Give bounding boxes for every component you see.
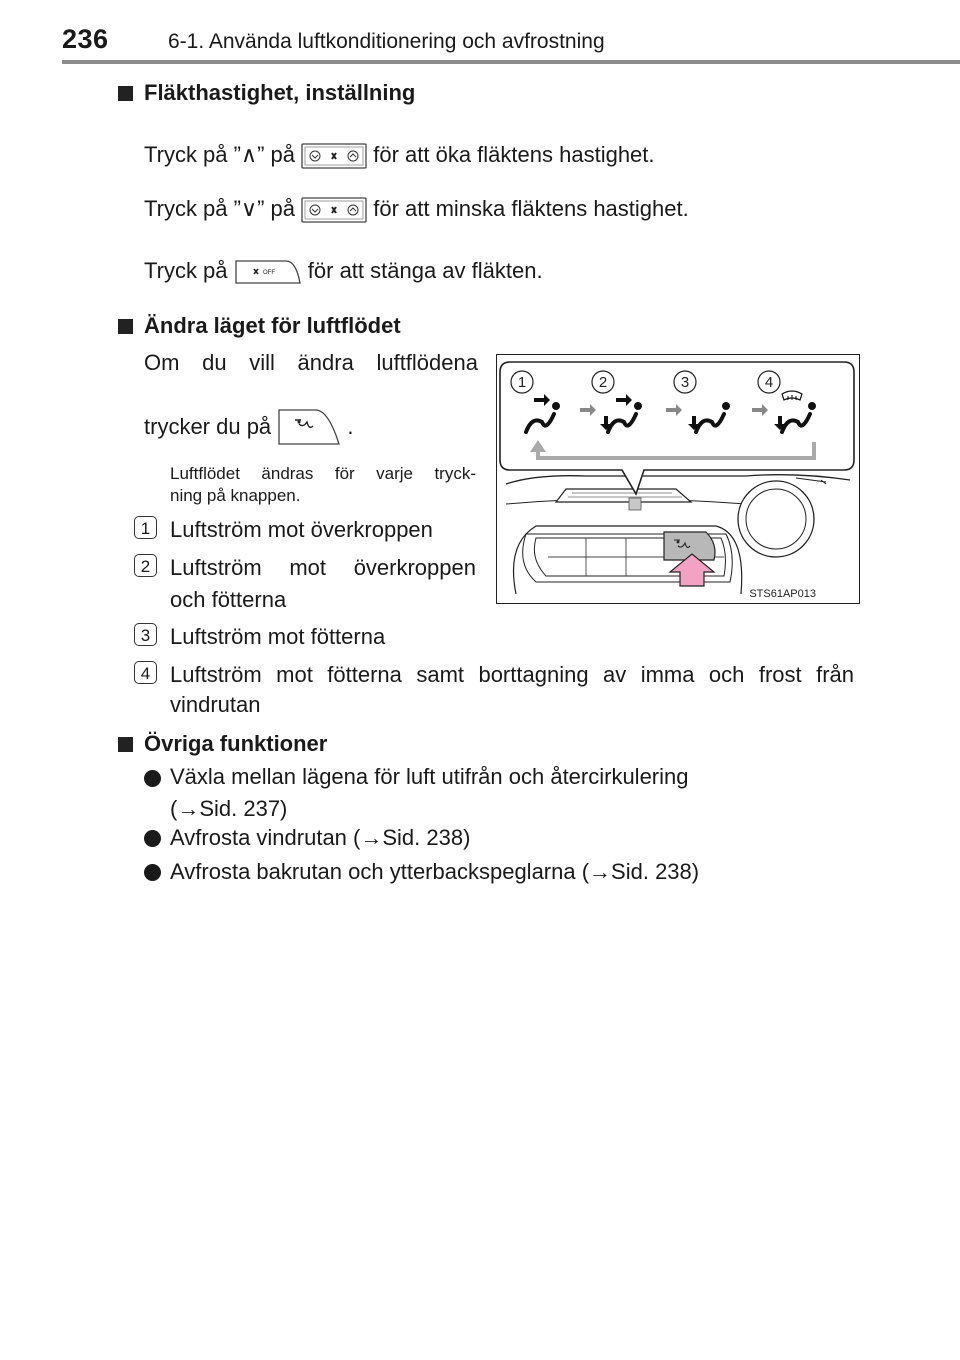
fan-line-post: för att minska fläktens hastighet. xyxy=(373,196,689,221)
airflow-illustration xyxy=(496,354,860,604)
fan-line-off xyxy=(144,258,543,285)
other-bullet-1: Växla mellan lägena för luft utifrån och återcirkulering xyxy=(170,764,689,789)
callout-1: 1 xyxy=(517,374,527,391)
airflow-intro-line1: Om du vill ändra luftflödena xyxy=(144,350,478,375)
item-number-badge: 4 xyxy=(134,661,157,684)
airflow-item-3: Luftström mot fötterna xyxy=(170,624,386,649)
figure-code: STS61AP013 xyxy=(749,588,816,600)
airflow-item-4-cont: vindrutan xyxy=(170,692,261,717)
callout-4: 4 xyxy=(764,374,774,391)
square-bullet-icon xyxy=(118,737,133,752)
fan-off-button-icon xyxy=(234,259,302,285)
fan-button-icon xyxy=(301,143,367,169)
airflow-intro-line2 xyxy=(144,408,354,448)
mode-button-icon xyxy=(277,408,341,448)
fan-line-pre: Tryck på ”∨” på xyxy=(144,196,295,221)
airflow-item-2-cont: och fötterna xyxy=(170,587,287,612)
fan-button-icon xyxy=(301,197,367,223)
other-bullet-1-ref: (→Sid. 237) xyxy=(170,796,288,821)
round-bullet-icon xyxy=(144,770,161,787)
callout-2: 2 xyxy=(598,374,608,391)
square-bullet-icon xyxy=(118,319,133,334)
round-bullet-icon xyxy=(144,830,161,847)
callout-3: 3 xyxy=(680,374,690,391)
airflow-intro-text: trycker du på xyxy=(144,413,272,439)
airflow-intro-end: . xyxy=(347,413,354,439)
airflow-figure xyxy=(496,354,860,604)
fan-line-post: för att öka fläktens hastighet. xyxy=(373,142,655,167)
round-bullet-icon xyxy=(144,864,161,881)
fan-line-post: för att stänga av fläkten. xyxy=(307,258,543,283)
other-bullet-3: Avfrosta bakrutan och ytterbackspeglarna (→Sid. 238) xyxy=(170,859,700,884)
chapter-title: 6-1. Använda luftkonditionering och avfrostning xyxy=(168,30,605,53)
section-heading-text: Övriga funktioner xyxy=(144,731,328,756)
square-bullet-icon xyxy=(118,86,133,101)
fan-line-decrease xyxy=(144,196,689,223)
airflow-note-line2: ning på knappen. xyxy=(170,486,301,505)
other-bullet-2: Avfrosta vindrutan (→Sid. 238) xyxy=(170,825,471,850)
item-number-badge: 1 xyxy=(134,516,157,539)
airflow-item-1: Luftström mot överkroppen xyxy=(170,517,433,542)
off-label: OFF xyxy=(262,270,275,277)
airflow-item-4: Luftström mot fötterna samt borttagning av imma och frost från xyxy=(170,662,854,687)
section-heading-text: Fläkthastighet, inställning xyxy=(144,80,416,105)
fan-line-increase xyxy=(144,142,655,169)
page-number: 236 xyxy=(62,24,109,54)
item-number-badge: 2 xyxy=(134,554,157,577)
item-number-badge: 3 xyxy=(134,623,157,646)
section-heading-text: Ändra läget för luftflödet xyxy=(144,313,401,338)
header-rule xyxy=(62,60,960,64)
airflow-note-line1: Luftflödet ändras för varje tryck- xyxy=(170,464,476,483)
fan-line-pre: Tryck på ”∧” på xyxy=(144,142,295,167)
fan-line-pre: Tryck på xyxy=(144,258,228,283)
airflow-item-2: Luftström mot överkroppen xyxy=(170,555,476,580)
